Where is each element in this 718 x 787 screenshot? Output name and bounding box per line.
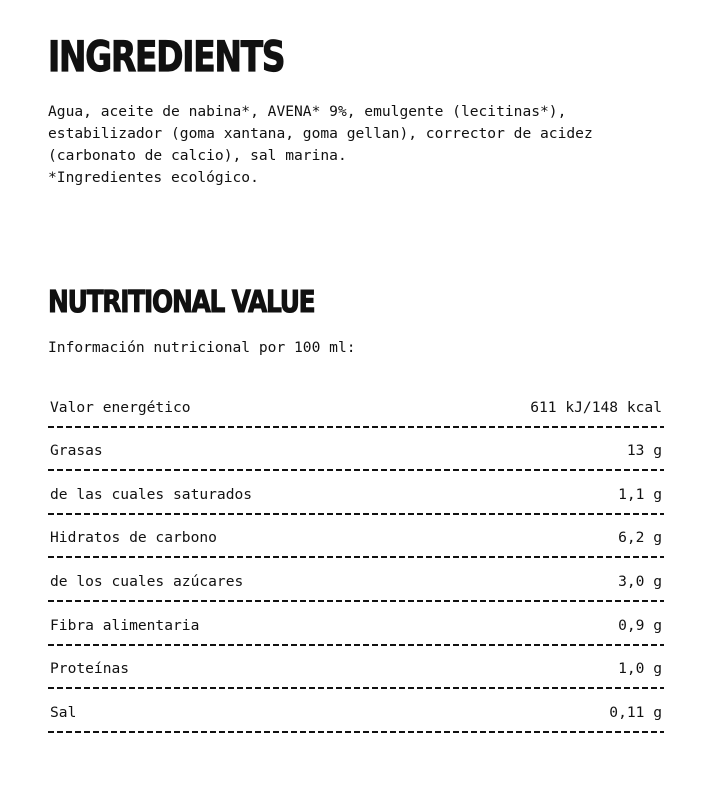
nutrient-value: 0,11 g [609, 703, 662, 721]
nutrient-value: 1,1 g [618, 485, 662, 503]
nutritional-value-heading: NUTRITIONAL VALUE [48, 285, 315, 320]
nutrient-value: 0,9 g [618, 616, 662, 634]
nutrient-value: 611 kJ/148 kcal [530, 398, 662, 416]
nutrition-row-protein [48, 646, 664, 690]
nutrition-row-energy [48, 384, 664, 428]
nutrient-value: 3,0 g [618, 572, 662, 590]
ingredients-heading: INGREDIENTS [48, 32, 285, 81]
nutrient-label: Proteínas [50, 660, 130, 678]
ingredients-list: Agua, aceite de nabina*, AVENA* 9%, emulgente (lecitinas*), estabilizador (goma xantana, goma gellan), corrector de acidez (carbonato de calcio), sal marina. *Ingredientes ecológico. [48, 103, 593, 186]
nutrient-label: Grasas [50, 442, 103, 460]
nutrition-intro: Información nutricional por 100 ml: [48, 339, 356, 356]
nutrient-value: 6,2 g [618, 529, 662, 547]
nutrient-label: Valor energético [50, 398, 191, 416]
nutrient-label: Fibra alimentaria [50, 616, 200, 634]
nutrition-row-fibre [48, 602, 664, 646]
nutrient-label: de las cuales saturados [50, 485, 253, 503]
nutrient-value: 1,0 g [618, 660, 662, 678]
nutrition-row-sugars [48, 558, 664, 602]
nutrition-row-salt [48, 689, 664, 733]
nutrient-value: 13 g [626, 442, 662, 460]
nutrient-label: de los cuales azúcares [50, 572, 244, 590]
nutrient-label: Sal [50, 703, 77, 721]
nutrition-row-fat [48, 428, 664, 472]
nutrient-label: Hidratos de carbono [50, 529, 217, 547]
nutrition-table [48, 384, 664, 733]
nutrition-row-carbohydrates [48, 515, 664, 559]
nutrition-row-saturated [48, 471, 664, 515]
